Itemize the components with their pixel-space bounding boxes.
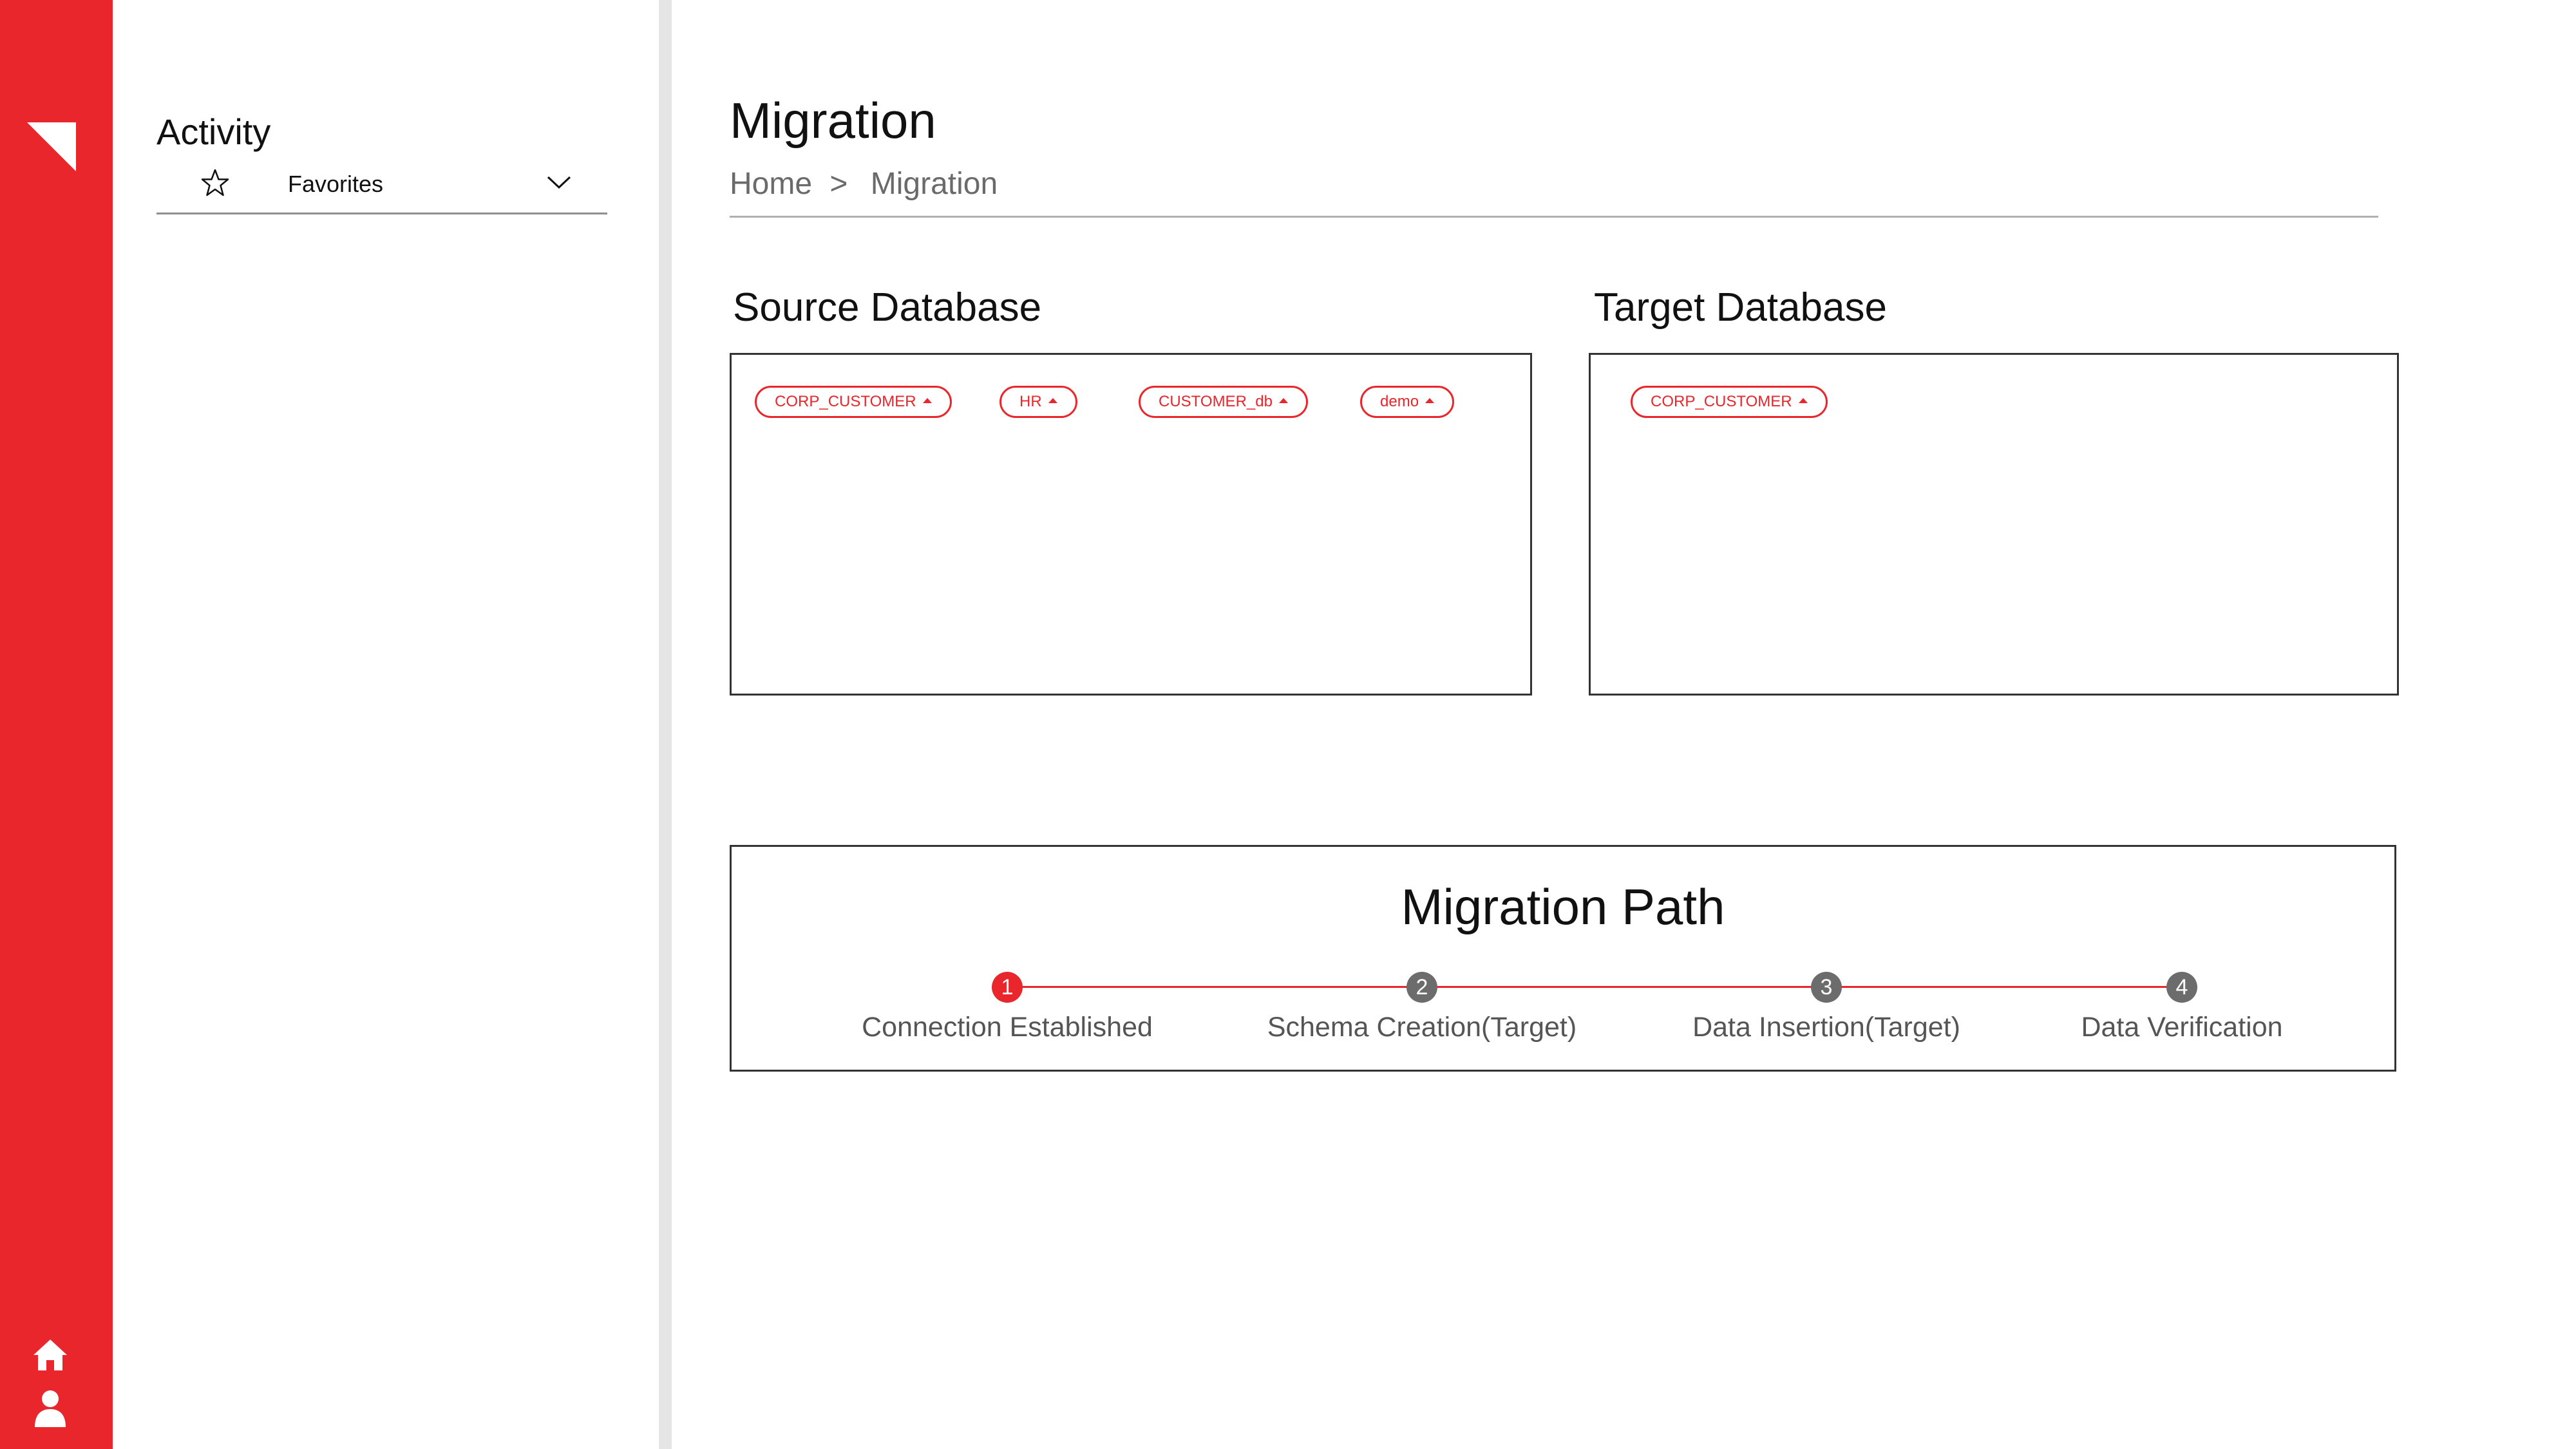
caret-up-icon (1425, 398, 1434, 403)
step-connector (1007, 986, 1422, 988)
source-chip-demo[interactable] (1360, 386, 1454, 418)
caret-up-icon (1279, 398, 1288, 403)
caret-up-icon (1048, 398, 1057, 403)
step-4-marker: 4 (2166, 972, 2197, 1003)
activity-panel (113, 0, 659, 1449)
migration-path-title: Migration Path (1401, 878, 1725, 935)
chevron-down-icon[interactable] (546, 173, 572, 191)
activity-title: Activity (156, 111, 271, 152)
step-2-marker: 2 (1406, 972, 1437, 1003)
step-3-marker: 3 (1811, 972, 1842, 1003)
migration-path-panel (730, 845, 2396, 1072)
chip-label: CUSTOMER_db (1159, 393, 1273, 410)
breadcrumb-separator: > (829, 167, 848, 201)
breadcrumb (730, 166, 998, 202)
favorites-dropdown[interactable] (156, 164, 607, 214)
favorites-label: Favorites (288, 171, 384, 197)
logo-icon (27, 122, 76, 171)
caret-up-icon (923, 398, 932, 403)
breadcrumb-current: Migration (870, 167, 998, 201)
page-title: Migration (730, 92, 936, 149)
target-chip-corp-customer[interactable] (1631, 386, 1828, 418)
step-4-label: Data Verification (2081, 1012, 2283, 1043)
step-1-label: Connection Established (862, 1012, 1153, 1043)
target-database-panel (1589, 353, 2399, 696)
home-icon[interactable] (32, 1338, 68, 1372)
caret-up-icon (1799, 398, 1808, 403)
source-chip-corp-customer[interactable] (755, 386, 952, 418)
panel-divider (659, 0, 672, 1449)
nav-rail (0, 0, 113, 1449)
chip-label: CORP_CUSTOMER (1651, 393, 1792, 410)
chip-label: demo (1380, 393, 1419, 410)
step-connector (1422, 986, 1826, 988)
breadcrumb-home[interactable]: Home (730, 167, 813, 201)
user-icon[interactable] (35, 1390, 66, 1427)
header-divider (730, 216, 2378, 218)
source-database-title: Source Database (733, 285, 1042, 330)
chip-label: HR (1019, 393, 1042, 410)
source-chip-customer-db[interactable] (1139, 386, 1308, 418)
step-2-label: Schema Creation(Target) (1267, 1012, 1577, 1043)
chip-label: CORP_CUSTOMER (775, 393, 916, 410)
star-icon (200, 168, 230, 198)
step-3-label: Data Insertion(Target) (1692, 1012, 1960, 1043)
source-database-panel (730, 353, 1532, 696)
source-chip-hr[interactable] (999, 386, 1077, 418)
step-connector (1826, 986, 2182, 988)
target-database-title: Target Database (1594, 285, 1887, 330)
step-1-marker: 1 (992, 972, 1023, 1003)
